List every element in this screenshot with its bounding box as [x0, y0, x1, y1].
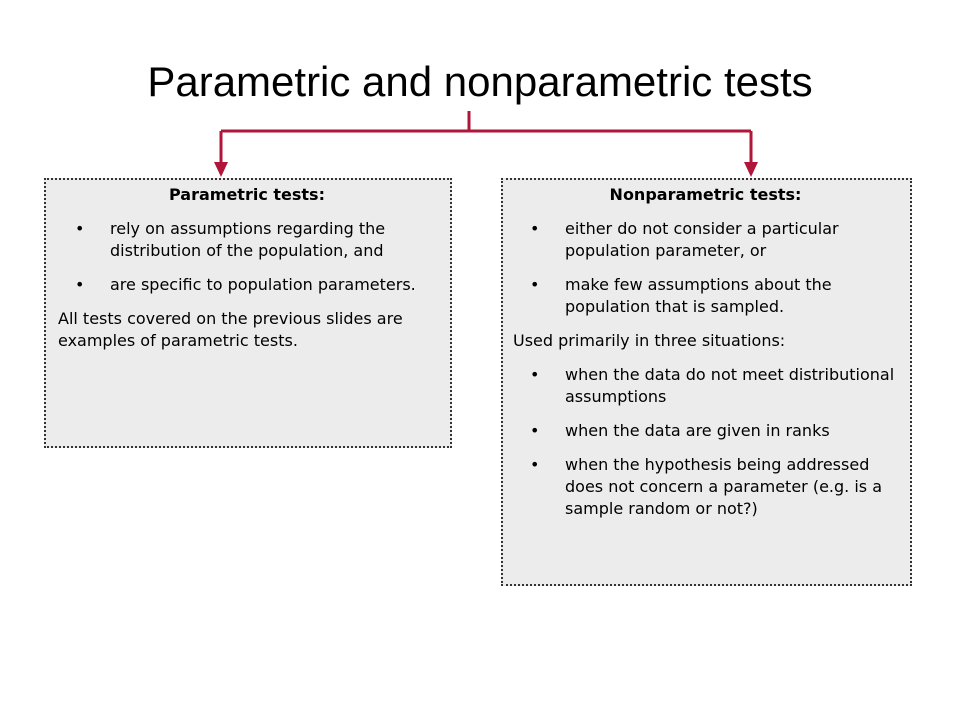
bullet-text: make few assumptions about the population that is sampled. — [565, 275, 832, 316]
right-arrowhead-icon — [744, 162, 758, 177]
bullet-text: are specific to population parameters. — [110, 275, 416, 294]
list-item — [58, 274, 436, 296]
bullet-text: when the data are given in ranks — [565, 421, 830, 440]
bullet-icon: • — [530, 455, 540, 474]
parametric-heading: Parametric tests: — [169, 185, 325, 204]
list-item — [513, 454, 898, 520]
left-arrowhead-icon — [214, 162, 228, 177]
list-item — [513, 420, 898, 442]
list-item — [58, 218, 436, 262]
bullet-icon: • — [530, 219, 540, 238]
nonparametric-bullet-list — [513, 218, 898, 318]
nonparametric-heading: Nonparametric tests: — [609, 185, 802, 204]
parametric-tests-box — [44, 178, 452, 448]
parametric-note: All tests covered on the previous slides are examples of parametric tests. — [58, 309, 403, 350]
bullet-icon: • — [530, 275, 540, 294]
list-item — [513, 274, 898, 318]
bullet-text: either do not consider a particular population parameter, or — [565, 219, 839, 260]
bullet-icon: • — [530, 365, 540, 384]
bullet-text: when the hypothesis being addressed does not concern a parameter (e.g. is a sample random or not?) — [565, 455, 883, 518]
bullet-icon: • — [75, 219, 85, 238]
parametric-bullet-list — [58, 218, 436, 296]
bullet-text: rely on assumptions regarding the distribution of the population, and — [110, 219, 386, 260]
situations-intro: Used primarily in three situations: — [513, 331, 786, 350]
bullet-icon: • — [75, 275, 85, 294]
bullet-text: when the data do not meet distributional assumptions — [565, 365, 895, 406]
situations-bullet-list — [513, 364, 898, 520]
list-item — [513, 218, 898, 262]
slide-title: Parametric and nonparametric tests — [147, 58, 813, 105]
bullet-icon: • — [530, 421, 540, 440]
nonparametric-tests-box — [501, 178, 912, 586]
list-item — [513, 364, 898, 408]
